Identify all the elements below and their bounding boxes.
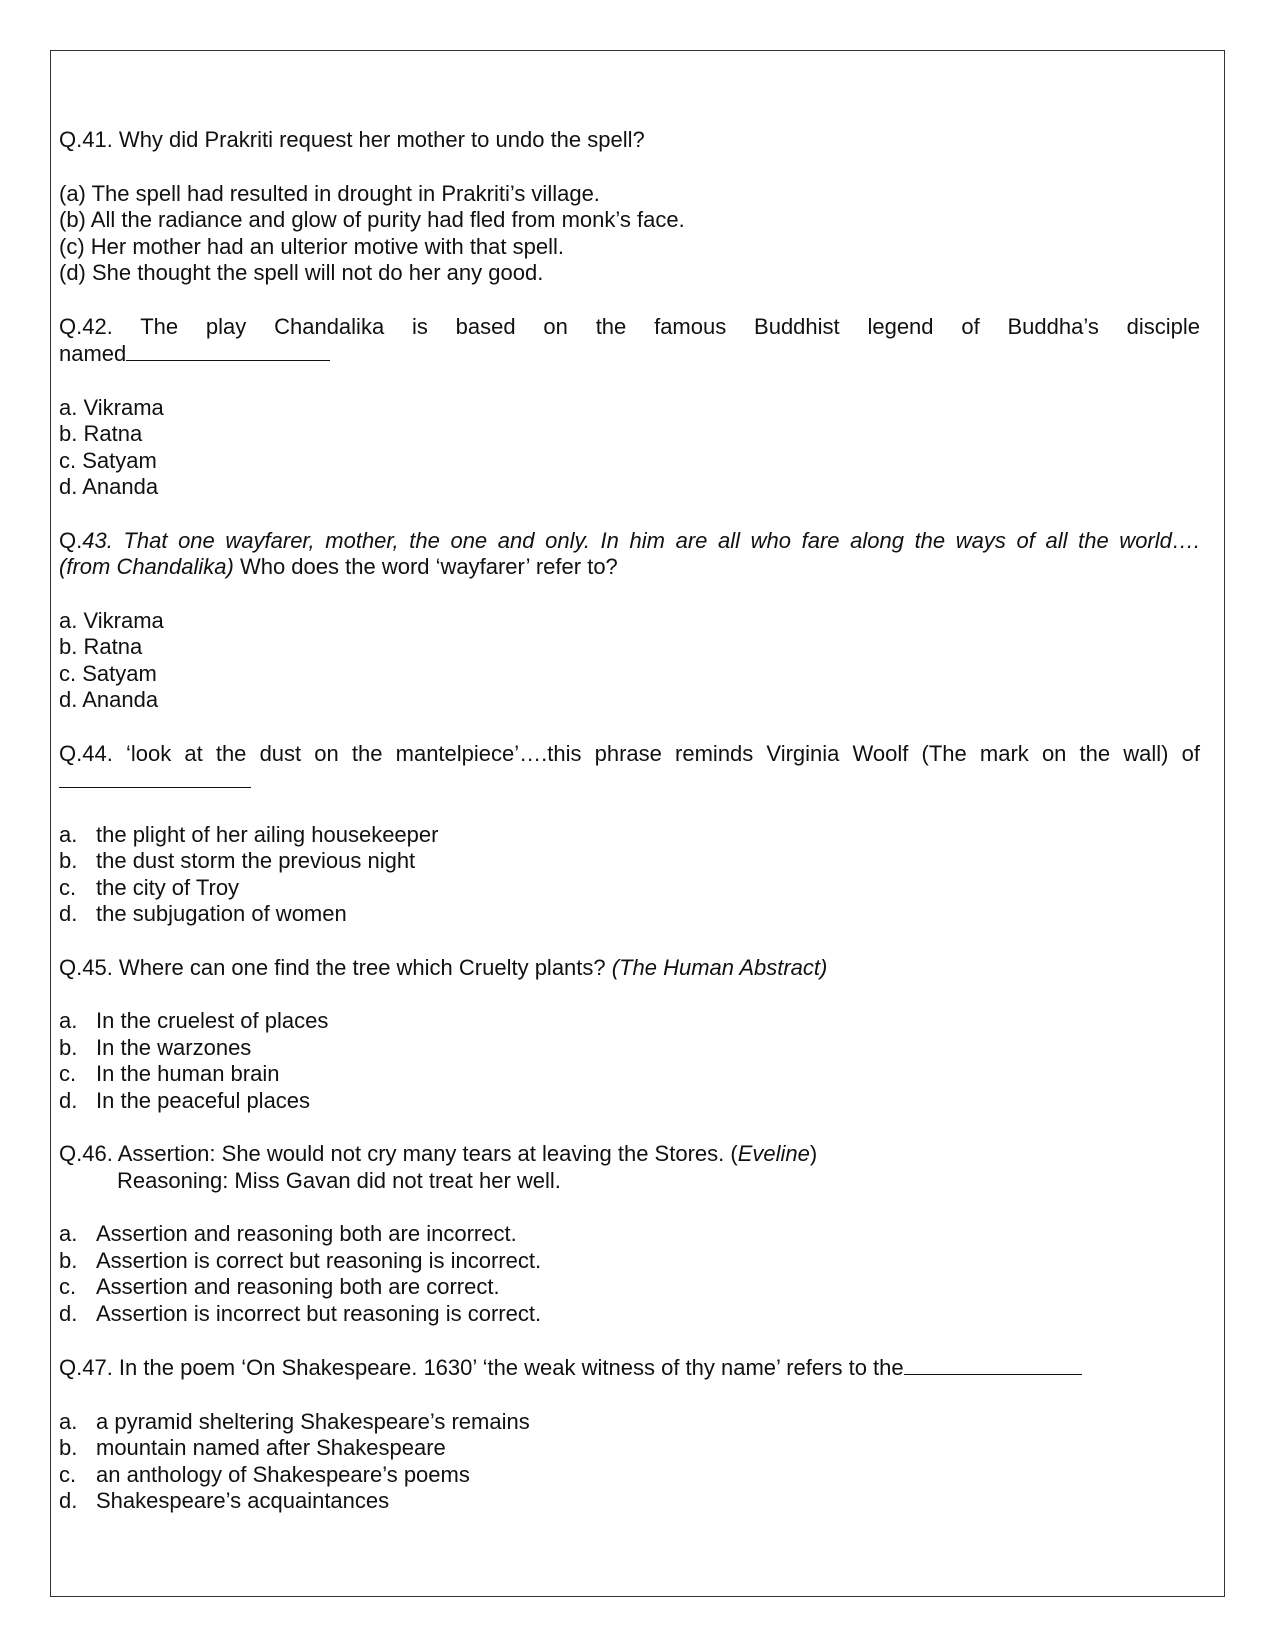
option-c bbox=[59, 875, 1200, 902]
option-text: She thought the spell will not do her any good. bbox=[85, 260, 544, 285]
question-number: Q.42. bbox=[59, 313, 113, 339]
question-47-stem bbox=[59, 1354, 1200, 1382]
question-text: Where can one find the tree which Cruelty plants? bbox=[112, 954, 612, 980]
option-text: Vikrama bbox=[77, 607, 164, 633]
option-text: Assertion and reasoning both are incorrect. bbox=[96, 1221, 517, 1246]
question-41-stem bbox=[59, 127, 1200, 154]
option-letter: d. bbox=[59, 901, 78, 926]
question-text: The play Chandalika is based on the famous Buddhist legend of Buddha’s disciple bbox=[112, 313, 1200, 339]
question-44-stem-line2 bbox=[59, 767, 1200, 795]
option-letter: (b) bbox=[59, 207, 86, 232]
option-letter: (d) bbox=[59, 260, 86, 285]
option-letter: (c) bbox=[59, 233, 85, 259]
option-letter: c. bbox=[59, 1461, 77, 1487]
option-letter: d. bbox=[59, 1300, 78, 1326]
option-a bbox=[59, 181, 1200, 208]
question-47-options bbox=[59, 1409, 1200, 1515]
question-43 bbox=[59, 528, 1200, 714]
option-c bbox=[59, 234, 1200, 261]
question-43-stem-line2 bbox=[59, 554, 1200, 581]
option-letter: c. bbox=[59, 660, 77, 686]
option-text: Ananda bbox=[77, 474, 159, 499]
question-number: Q.45. bbox=[59, 954, 113, 980]
option-letter: c. bbox=[59, 874, 77, 900]
question-text: Why did Prakriti request her mother to undo the spell? bbox=[112, 127, 645, 152]
source-reference: (The Human Abstract) bbox=[611, 954, 828, 980]
option-text: In the peaceful places bbox=[96, 1087, 311, 1113]
option-letter: b. bbox=[59, 634, 78, 659]
question-43-stem-line1 bbox=[59, 528, 1200, 555]
option-d bbox=[59, 260, 1200, 287]
question-45 bbox=[59, 955, 1200, 1115]
option-text: Satyam bbox=[76, 660, 157, 686]
option-text: Assertion is incorrect but reasoning is correct. bbox=[96, 1300, 542, 1326]
option-text: a pyramid sheltering Shakespeare’s remains bbox=[96, 1408, 530, 1434]
reasoning-text: Reasoning: Miss Gavan did not treat her well. bbox=[117, 1167, 561, 1193]
option-text: Assertion is correct but reasoning is incorrect. bbox=[96, 1247, 542, 1273]
option-text: Assertion and reasoning both are correct. bbox=[96, 1274, 500, 1299]
option-letter: a. bbox=[59, 1008, 78, 1033]
question-44-stem-line1 bbox=[59, 741, 1200, 768]
question-text: Who does the word ‘wayfarer’ refer to? bbox=[233, 554, 618, 579]
option-a bbox=[59, 1409, 1200, 1436]
question-45-options bbox=[59, 1008, 1200, 1114]
question-46 bbox=[59, 1141, 1200, 1327]
option-letter: a. bbox=[59, 1221, 78, 1246]
question-46-options bbox=[59, 1221, 1200, 1327]
option-text: an anthology of Shakespeare’s poems bbox=[96, 1461, 470, 1487]
option-b bbox=[59, 1435, 1200, 1462]
question-number: Q. bbox=[59, 527, 83, 553]
option-text: the plight of her ailing housekeeper bbox=[96, 821, 439, 847]
answer-blank bbox=[904, 1354, 1082, 1375]
option-text: Satyam bbox=[76, 447, 157, 473]
option-letter: a. bbox=[59, 1408, 78, 1434]
option-letter: c. bbox=[59, 1274, 77, 1299]
option-c bbox=[59, 1274, 1200, 1301]
option-text: Vikrama bbox=[77, 394, 164, 420]
question-46-assertion bbox=[59, 1141, 1200, 1168]
question-42-options bbox=[59, 395, 1200, 501]
option-letter: b. bbox=[59, 1034, 78, 1060]
option-letter: a. bbox=[59, 394, 78, 420]
option-text: the city of Troy bbox=[96, 874, 240, 900]
option-d bbox=[59, 474, 1200, 501]
question-text: In the poem ‘On Shakespeare. 1630’ ‘the weak witness of thy name’ refers to the bbox=[112, 1355, 904, 1380]
option-text: The spell had resulted in drought in Prakriti’s village. bbox=[85, 180, 600, 206]
option-a bbox=[59, 822, 1200, 849]
option-letter: d. bbox=[59, 1087, 78, 1113]
answer-blank bbox=[59, 767, 251, 788]
option-text: mountain named after Shakespeare bbox=[96, 1435, 446, 1460]
option-text: Ratna bbox=[77, 634, 143, 659]
option-text: the subjugation of women bbox=[96, 901, 347, 926]
assertion-close: ) bbox=[809, 1141, 818, 1166]
option-text: In the warzones bbox=[96, 1034, 252, 1060]
question-42-stem-line2 bbox=[59, 340, 1200, 368]
option-letter: b. bbox=[59, 1247, 78, 1273]
option-text: Her mother had an ulterior motive with that spell. bbox=[84, 233, 564, 259]
option-letter: d. bbox=[59, 474, 78, 499]
option-b bbox=[59, 848, 1200, 875]
question-44 bbox=[59, 741, 1200, 928]
question-sheet bbox=[59, 127, 1200, 1542]
option-b bbox=[59, 1248, 1200, 1275]
assertion-text: Assertion: She would not cry many tears at leaving the Stores. ( bbox=[112, 1141, 738, 1166]
option-b bbox=[59, 1035, 1200, 1062]
question-41-options bbox=[59, 181, 1200, 287]
option-d bbox=[59, 687, 1200, 714]
option-d bbox=[59, 1301, 1200, 1328]
option-a bbox=[59, 1008, 1200, 1035]
question-number: Q.47. bbox=[59, 1355, 113, 1380]
option-letter: c. bbox=[59, 1061, 77, 1086]
option-text: In the human brain bbox=[96, 1061, 280, 1086]
question-number: Q.41. bbox=[59, 127, 113, 152]
option-letter: c. bbox=[59, 447, 77, 473]
question-44-options bbox=[59, 822, 1200, 928]
option-letter: b. bbox=[59, 848, 78, 873]
question-46-reasoning bbox=[59, 1168, 1200, 1195]
question-text: ‘look at the dust on the mantelpiece’….this phrase reminds Virginia Woolf (The mark on the wall) of bbox=[112, 740, 1200, 766]
option-letter: b. bbox=[59, 1435, 78, 1460]
answer-blank bbox=[126, 340, 330, 361]
option-text: Ananda bbox=[77, 687, 159, 712]
option-letter: d. bbox=[59, 1488, 78, 1513]
option-text: All the radiance and glow of purity had fled from monk’s face. bbox=[85, 207, 685, 232]
option-d bbox=[59, 1488, 1200, 1515]
quotation-text: 43. That one wayfarer, mother, the one and only. In him are all who fare along the ways of all the world…. bbox=[82, 527, 1200, 553]
question-42 bbox=[59, 314, 1200, 501]
option-letter: a. bbox=[59, 607, 78, 633]
option-a bbox=[59, 1221, 1200, 1248]
source-reference: (from Chandalika) bbox=[59, 554, 234, 579]
question-text-continued: named bbox=[59, 341, 127, 366]
question-41 bbox=[59, 127, 1200, 287]
option-text: Ratna bbox=[77, 421, 143, 446]
question-42-stem-line1 bbox=[59, 314, 1200, 341]
option-d bbox=[59, 901, 1200, 928]
option-c bbox=[59, 1462, 1200, 1489]
option-text: In the cruelest of places bbox=[96, 1008, 329, 1033]
question-47 bbox=[59, 1354, 1200, 1515]
option-text: the dust storm the previous night bbox=[96, 848, 416, 873]
option-c bbox=[59, 448, 1200, 475]
option-c bbox=[59, 1061, 1200, 1088]
option-letter: a. bbox=[59, 821, 78, 847]
option-d bbox=[59, 1088, 1200, 1115]
source-reference: Eveline bbox=[737, 1141, 810, 1166]
option-b bbox=[59, 207, 1200, 234]
option-letter: d. bbox=[59, 687, 78, 712]
option-letter: b. bbox=[59, 421, 78, 446]
question-number: Q.46. bbox=[59, 1141, 113, 1166]
option-text: Shakespeare’s acquaintances bbox=[96, 1488, 390, 1513]
option-b bbox=[59, 634, 1200, 661]
option-letter: (a) bbox=[59, 180, 86, 206]
option-b bbox=[59, 421, 1200, 448]
question-number: Q.44. bbox=[59, 740, 113, 766]
option-c bbox=[59, 661, 1200, 688]
option-a bbox=[59, 395, 1200, 422]
option-a bbox=[59, 608, 1200, 635]
question-43-options bbox=[59, 608, 1200, 714]
question-45-stem bbox=[59, 955, 1200, 982]
